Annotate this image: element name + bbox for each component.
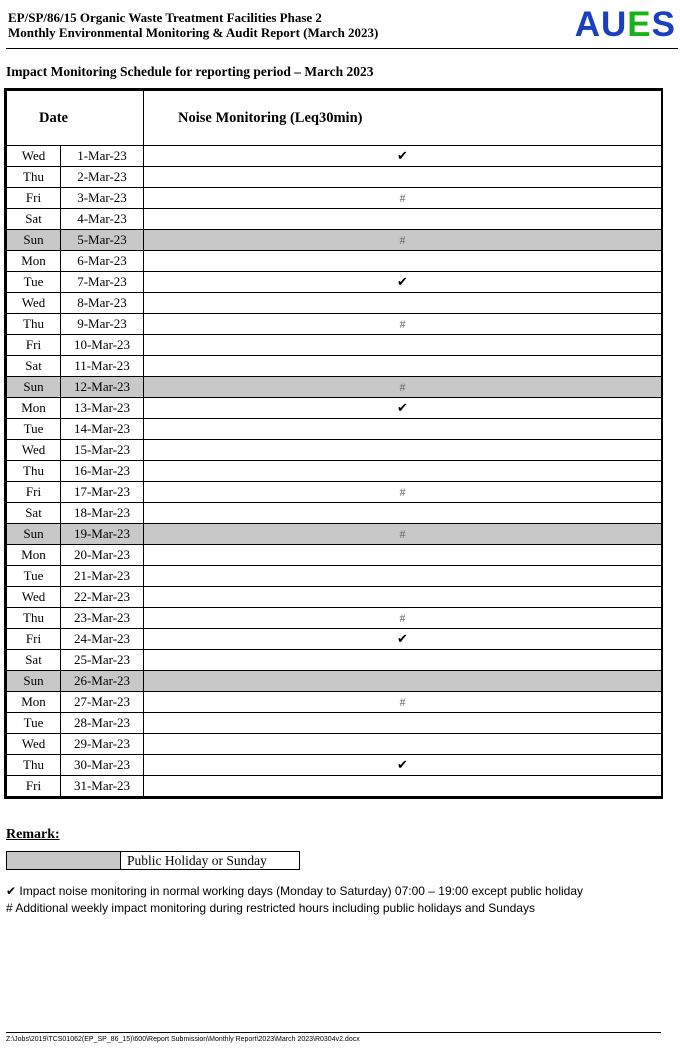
table-row (7, 587, 662, 608)
table-body (7, 146, 662, 797)
page-header (6, 6, 678, 49)
day-cell: Sat (7, 356, 61, 377)
noise-cell (144, 314, 662, 335)
date-cell: 7-Mar-23 (61, 272, 144, 293)
holiday-legend (6, 851, 300, 870)
date-cell: 12-Mar-23 (61, 377, 144, 398)
noise-cell (144, 146, 662, 167)
table-row (7, 230, 662, 251)
date-cell: 26-Mar-23 (61, 671, 144, 692)
date-cell: 16-Mar-23 (61, 461, 144, 482)
day-cell: Sun (7, 524, 61, 545)
date-cell: 20-Mar-23 (61, 545, 144, 566)
noise-cell (144, 230, 662, 251)
noise-cell (144, 209, 662, 230)
table-row (7, 167, 662, 188)
table-row (7, 755, 662, 776)
noise-cell (144, 251, 662, 272)
noise-cell (144, 503, 662, 524)
noise-cell (144, 293, 662, 314)
table-row (7, 692, 662, 713)
date-cell: 3-Mar-23 (61, 188, 144, 209)
noise-cell (144, 419, 662, 440)
noise-cell (144, 167, 662, 188)
page-footer (6, 1032, 661, 1043)
noise-cell (144, 734, 662, 755)
day-cell: Wed (7, 146, 61, 167)
date-cell: 5-Mar-23 (61, 230, 144, 251)
date-column-header: Date (7, 91, 144, 146)
day-cell: Fri (7, 629, 61, 650)
day-cell: Tue (7, 713, 61, 734)
checkmark-icon: ✔ (397, 148, 408, 163)
day-cell: Mon (7, 251, 61, 272)
date-cell: 28-Mar-23 (61, 713, 144, 734)
hash-mark: # (399, 317, 406, 331)
hash-mark: # (399, 695, 406, 709)
hash-mark: # (399, 233, 406, 247)
noise-cell (144, 188, 662, 209)
day-cell: Thu (7, 167, 61, 188)
noise-cell (144, 356, 662, 377)
table-row (7, 650, 662, 671)
day-cell: Wed (7, 734, 61, 755)
date-cell: 30-Mar-23 (61, 755, 144, 776)
header-project-title: EP/SP/86/15 Organic Waste Treatment Facilities Phase 2 (8, 10, 322, 25)
noise-cell (144, 713, 662, 734)
holiday-legend-label: Public Holiday or Sunday (127, 853, 267, 868)
date-cell: 29-Mar-23 (61, 734, 144, 755)
noise-cell (144, 461, 662, 482)
noise-cell (144, 629, 662, 650)
table-row (7, 482, 662, 503)
checkmark-icon: ✔ (397, 631, 408, 646)
day-cell: Tue (7, 272, 61, 293)
note-checkmark: ✔ Impact noise monitoring in normal working days (Monday to Saturday) 07:00 – 19:00 except public holiday (6, 884, 584, 898)
day-cell: Thu (7, 608, 61, 629)
day-cell: Wed (7, 587, 61, 608)
hash-mark: # (399, 485, 406, 499)
table-row (7, 377, 662, 398)
table-row (7, 776, 662, 797)
schedule-table (4, 88, 663, 799)
table-row (7, 293, 662, 314)
date-cell: 13-Mar-23 (61, 398, 144, 419)
day-cell: Sat (7, 209, 61, 230)
day-cell: Mon (7, 398, 61, 419)
day-cell: Thu (7, 755, 61, 776)
table-row (7, 209, 662, 230)
day-cell: Wed (7, 293, 61, 314)
checkmark-icon: ✔ (397, 400, 408, 415)
day-cell: Sat (7, 650, 61, 671)
noise-cell (144, 524, 662, 545)
table-row (7, 272, 662, 293)
day-cell: Fri (7, 335, 61, 356)
table-row (7, 566, 662, 587)
holiday-legend-swatch (7, 852, 121, 869)
header-report-title: Monthly Environmental Monitoring & Audit Report (March 2023) (8, 25, 379, 40)
date-cell: 9-Mar-23 (61, 314, 144, 335)
day-cell: Mon (7, 545, 61, 566)
date-cell: 19-Mar-23 (61, 524, 144, 545)
noise-cell (144, 776, 662, 797)
day-cell: Wed (7, 440, 61, 461)
date-cell: 11-Mar-23 (61, 356, 144, 377)
noise-column-header: Noise Monitoring (Leq30min) (144, 91, 662, 146)
table-row (7, 713, 662, 734)
table-row (7, 629, 662, 650)
table-row (7, 398, 662, 419)
noise-cell (144, 671, 662, 692)
noise-cell (144, 566, 662, 587)
hash-mark: # (399, 611, 406, 625)
day-cell: Fri (7, 776, 61, 797)
date-cell: 22-Mar-23 (61, 587, 144, 608)
noise-cell (144, 377, 662, 398)
day-cell: Mon (7, 692, 61, 713)
date-cell: 31-Mar-23 (61, 776, 144, 797)
noise-cell (144, 587, 662, 608)
table-row (7, 314, 662, 335)
remark-title: Remark: (6, 827, 60, 842)
note-hash: # Additional weekly impact monitoring during restricted hours including public holidays and Sundays (6, 901, 535, 915)
table-row (7, 461, 662, 482)
noise-cell (144, 692, 662, 713)
day-cell: Sun (7, 230, 61, 251)
day-cell: Thu (7, 461, 61, 482)
date-cell: 23-Mar-23 (61, 608, 144, 629)
table-row (7, 440, 662, 461)
hash-mark: # (399, 191, 406, 205)
table-row (7, 251, 662, 272)
date-cell: 25-Mar-23 (61, 650, 144, 671)
day-cell: Thu (7, 314, 61, 335)
noise-cell (144, 608, 662, 629)
table-row (7, 524, 662, 545)
table-row (7, 503, 662, 524)
day-cell: Tue (7, 419, 61, 440)
noise-cell (144, 272, 662, 293)
footer-file-path: Z:\Jobs\2019\TCS01062(EP_SP_86_15)\600\Report Submission\Monthly Report\2023\March 2023\R0304v2.docx (6, 1036, 360, 1043)
table-row (7, 335, 662, 356)
logo-letter: U (601, 5, 628, 44)
date-cell: 10-Mar-23 (61, 335, 144, 356)
date-cell: 15-Mar-23 (61, 440, 144, 461)
hash-mark: # (399, 527, 406, 541)
noise-cell (144, 482, 662, 503)
date-cell: 18-Mar-23 (61, 503, 144, 524)
section-title: Impact Monitoring Schedule for reporting period – March 2023 (6, 64, 374, 79)
noise-cell (144, 755, 662, 776)
noise-cell (144, 335, 662, 356)
date-cell: 17-Mar-23 (61, 482, 144, 503)
logo-letter: E (627, 5, 652, 44)
day-cell: Sat (7, 503, 61, 524)
day-cell: Sun (7, 671, 61, 692)
table-row (7, 671, 662, 692)
checkmark-icon: ✔ (397, 757, 408, 772)
logo-letter: S (651, 5, 676, 44)
noise-cell (144, 440, 662, 461)
date-cell: 2-Mar-23 (61, 167, 144, 188)
day-cell: Tue (7, 566, 61, 587)
noise-cell (144, 545, 662, 566)
day-cell: Sun (7, 377, 61, 398)
noise-cell (144, 650, 662, 671)
date-cell: 27-Mar-23 (61, 692, 144, 713)
table-row (7, 545, 662, 566)
day-cell: Fri (7, 482, 61, 503)
table-row (7, 356, 662, 377)
date-cell: 6-Mar-23 (61, 251, 144, 272)
table-row (7, 419, 662, 440)
table-row (7, 608, 662, 629)
date-cell: 24-Mar-23 (61, 629, 144, 650)
logo-letter: A (574, 5, 601, 44)
noise-cell (144, 398, 662, 419)
date-cell: 1-Mar-23 (61, 146, 144, 167)
hash-mark: # (399, 380, 406, 394)
day-cell: Fri (7, 188, 61, 209)
checkmark-icon: ✔ (397, 274, 408, 289)
date-cell: 8-Mar-23 (61, 293, 144, 314)
date-cell: 21-Mar-23 (61, 566, 144, 587)
table-row (7, 188, 662, 209)
table-row (7, 146, 662, 167)
date-cell: 4-Mar-23 (61, 209, 144, 230)
aues-logo (575, 5, 676, 45)
table-header-row (7, 91, 662, 146)
date-cell: 14-Mar-23 (61, 419, 144, 440)
table-row (7, 734, 662, 755)
